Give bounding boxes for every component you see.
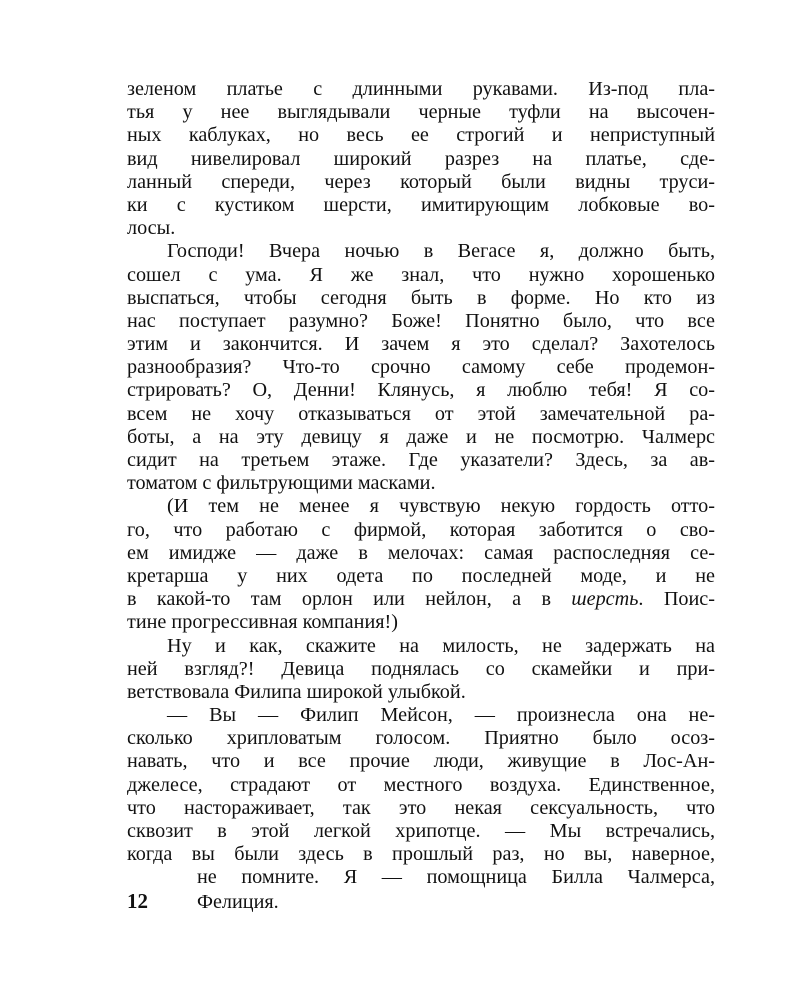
text-line: лосы. [127,217,176,240]
text-line: ных каблуках, но весь ее строгий и неприступный [127,124,715,147]
text-line: ветствовала Филипа широкой улыбкой. [127,680,466,703]
footer-line [127,890,715,913]
text-line: тья у нее выглядывали черные туфли на высочен- [127,101,715,124]
page-number: 12 [127,888,148,913]
text-line: ней взгляд?! Девица поднялась со скамейки и при- [127,657,715,680]
text-line: этим и закончится. И зачем я это сделал? Захотелось [127,333,715,356]
text-line: сидит на третьем этаже. Где указатели? Здесь, за ав- [127,449,715,471]
text-line: томатом с фильтрующими масками. [127,472,436,495]
text-line: сошел с ума. Я же знал, что нужно хорошенько [127,263,715,286]
text-line: не помните. Я — помощница Билла Чалмерса, [197,866,715,889]
text-line: (И тем не менее я чувствую некую гордость отто- [167,495,715,518]
text-line: джелесе, страдают от местного воздуха. Единственное, [127,773,715,796]
footer-line [127,866,715,889]
page-body-text [127,78,715,913]
text-line: всем не хочу отказываться от этой замечательной ра- [127,402,715,425]
text-line: ем имидже — даже в мелочах: самая распоследняя се- [127,541,715,564]
text-line: вид нивелировал широкий разрез на платье, сде- [127,147,715,170]
text-line: нас поступает разумно? Боже! Понятно было, что все [127,309,715,332]
text-line: Господи! Вчера ночью в Вегасе я, должно быть, [167,240,715,263]
text-line: сколько хрипловатым голосом. Приятно было осоз- [127,727,715,750]
text-line: боты, а на эту девицу я даже и не посмотрю. Чалмерс [127,425,715,448]
text-line: кретарша у них одета по последней моде, и не [127,564,715,587]
text-line: выспаться, чтобы сегодня быть в форме. Но кто из [127,286,715,309]
text-line: тине прогрессивная компания!) [127,611,398,634]
text-line: когда вы были здесь в прошлый раз, но вы, наверное, [127,843,715,866]
text-line: ланный спереди, через который были видны труси- [127,170,715,193]
text-line: что настораживает, так это некая сексуальность, что [127,796,715,819]
text-line: го, что работаю с фирмой, которая заботится о сво- [127,518,715,541]
text-line: — Вы — Филип Мейсон, — произнесла она не- [167,704,715,727]
text-line: стрировать? О, Денни! Клянусь, я люблю тебя! Я со- [127,379,715,402]
text-line: навать, что и все прочие люди, живущие в Лос-Ан- [127,750,715,773]
text-line: ки с кустиком шерсти, имитирующим лобковые во- [127,193,715,216]
text-line: Фелиция. [197,890,279,913]
text-line: сквозит в этой легкой хрипотце. — Мы встречались, [127,820,715,842]
italic-word: шерсть [571,588,639,611]
text-line: в какой-то там орлон или нейлон, а в шерсть. Поис- [127,588,715,611]
text-line: Ну и как, скажите на милость, не задержать на [167,634,715,657]
text-line: зеленом платье с длинными рукавами. Из-под пла- [127,78,715,100]
text-line: разнообразия? Что-то срочно самому себе продемон- [127,356,715,379]
